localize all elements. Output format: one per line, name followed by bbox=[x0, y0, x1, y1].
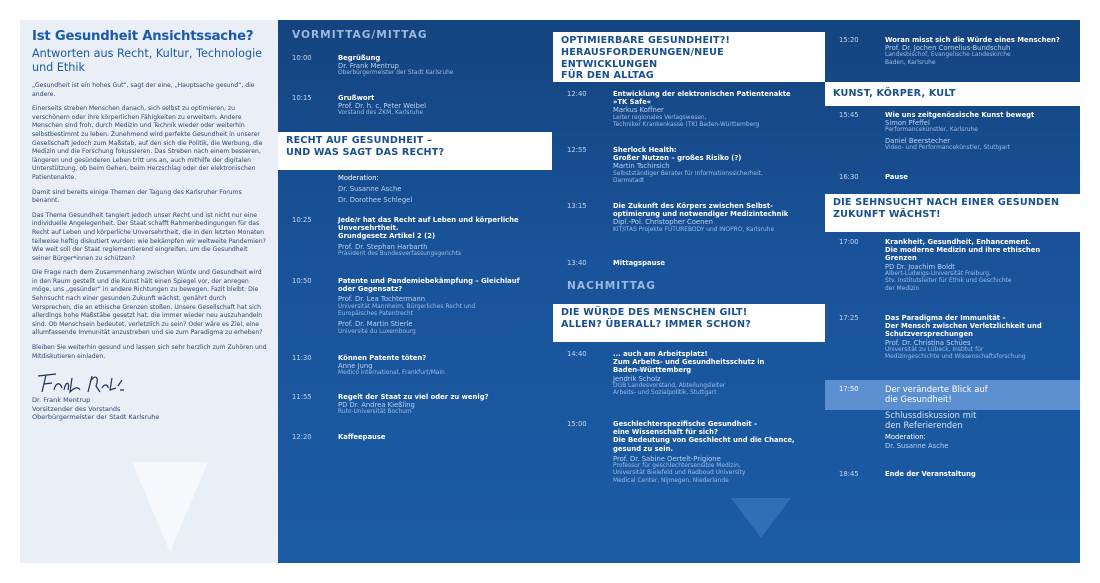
agenda-affiliation: Stv. Institutsleiter für Ethik und Geschichte bbox=[885, 278, 1012, 285]
decorative-triangle bbox=[132, 462, 208, 552]
agenda-title: oder Gegensatz? bbox=[338, 285, 403, 294]
intro-paragraph: Die Frage nach dem Zusammenhang zwischen Würde und Gesundheit wird in den Raum gestellt und die Kunst hält einen Spiegel vor, der anregen möge, uns „gesünder“ in andere Richtungen zu bewegen. Fazit bleibt: Die Sehnsucht nach einer gesunden Zukunft wächst, genährt durch Versprechen, die an ethische Grenzen stoßen. Unsere Gesellschaft hat sich allerdings hohe Maßstäbe gesetzt hat, die immer wieder neu auszuhandeln sind. Ob Menschsein bedeutet, verletzlich zu sein? Oder wäre es Ziel, eine allumfassende Immunität anzustreben und sie zum Paradigma zu erheben? bbox=[32, 269, 263, 337]
agenda-time: 15:45 bbox=[839, 111, 859, 119]
session-banner-line: ALLEN? ÜBERALL? IMMER SCHON? bbox=[561, 318, 752, 330]
session-banner-line: RECHT AUF GESUNDHEIT – bbox=[286, 135, 433, 146]
agenda-title: Patente und Pandemiebekämpfung – Gleichlauf bbox=[338, 277, 520, 285]
agenda-affiliation: Vorstand des ZKM, Karlsruhe bbox=[338, 110, 423, 117]
intro-subtitle: Antworten aus Recht, Kultur, Technologie und Ethik bbox=[32, 47, 263, 74]
agenda-title: eine Wissenschaft für sich? bbox=[613, 428, 718, 437]
agenda-title: Regelt der Staat zu viel oder zu wenig? bbox=[338, 393, 489, 401]
agenda-title: Grußwort bbox=[338, 94, 375, 102]
agenda-time: 15:20 bbox=[839, 36, 859, 44]
agenda-title: Ende der Veranstaltung bbox=[885, 470, 976, 478]
agenda-title: Entwicklung der elektronischen Patientenakte bbox=[613, 90, 791, 98]
agenda-title: Sherlock Health: bbox=[613, 146, 677, 154]
session-banner-line: FÜR DEN ALLTAG bbox=[561, 70, 654, 82]
signature-image bbox=[34, 370, 144, 396]
agenda-affiliation: Professur für geschlechtersensible Medizin, bbox=[613, 463, 741, 470]
agenda-speaker: Dr. Frank Mentrup bbox=[338, 62, 399, 71]
agenda-speaker: Martin Tschirsich bbox=[613, 162, 670, 171]
agenda-title: Die Zukunft des Körpers zwischen Selbst- bbox=[613, 202, 773, 210]
agenda-title: Der Mensch zwischen Verletzlichkeit und bbox=[885, 322, 1042, 331]
agenda-time: 10:15 bbox=[292, 94, 312, 102]
agenda-affiliation: Video- und Performancekünstler, Stuttgart bbox=[885, 145, 1011, 152]
moderator-name: Dr. Susanne Asche bbox=[338, 185, 402, 194]
intro-paragraph: Das Thema Gesundheit tangiert jedoch unser Recht und ist nicht nur eine individuelle Angelegenheit. Der Staat schafft Rahmenbedingungen für das Recht auf Leben und körperliche Unversehrtheit, die in den letzten Monaten teilweise heftig diskutiert wurden: wie bekämpfen wir weltweite Pandemien? Wie weit soll der Staat reglementierend eingreifen, um die Gesundheit seiner Bürger*innen zu schützen? bbox=[32, 211, 266, 262]
decorative-triangle bbox=[731, 498, 791, 538]
session-banner-line: UND WAS SAGT DAS RECHT? bbox=[286, 146, 445, 158]
agenda-affiliation: Universität Mannheim, Bürgerliches Recht und bbox=[338, 303, 476, 310]
section-heading: VORMITTAG/MITTAG bbox=[292, 29, 428, 41]
signer-role: Oberbürgermeister der Stadt Karlsruhe bbox=[32, 413, 160, 422]
agenda-title: Die moderne Medizin und ihre ethischen bbox=[885, 246, 1041, 255]
agenda-time: 12:55 bbox=[567, 146, 587, 154]
agenda-title: Woran misst sich die Würde eines Menschen? bbox=[885, 36, 1060, 44]
agenda-affiliation: Universität Bielefeld und Radboud University bbox=[613, 470, 746, 477]
agenda-affiliation: Selbstständiger Berater für Informationssicherheit, bbox=[613, 170, 763, 177]
agenda-affiliation: Landesbischof, Evangelische Landeskirche bbox=[885, 52, 1011, 59]
agenda-time: 17:00 bbox=[839, 238, 859, 246]
session-banner-line: HERAUSFORDERUNGEN/NEUE ENTWICKLUNGEN bbox=[561, 46, 724, 70]
agenda-speaker: PD Dr. Andrea Kießling bbox=[338, 401, 415, 410]
agenda-affiliation: Techniker Krankenkasse (TK) Baden-Württemberg bbox=[613, 122, 760, 129]
agenda-time: 10:25 bbox=[292, 216, 312, 224]
agenda-affiliation: Ruhr-Universität Bochum bbox=[338, 409, 412, 416]
moderation-label: Moderation: bbox=[885, 433, 926, 442]
agenda-affiliation: KIT/ITAS Projekte FUTUREBODY und INOPRO, Karlsruhe bbox=[613, 226, 775, 233]
agenda-time: 18:45 bbox=[839, 470, 859, 478]
agenda-speaker: Prof. Dr. Christina Schües bbox=[885, 338, 971, 347]
session-banner bbox=[553, 304, 825, 342]
intro-paragraph: Damit sind bereits einige Themen der Tagung des Karlsruher Forums benannt. bbox=[32, 188, 242, 205]
agenda-affiliation: Oberbürgermeister der Stadt Karlsruhe bbox=[338, 70, 454, 77]
agenda-time: 12:40 bbox=[567, 90, 587, 98]
agenda-title: Wie uns zeitgenössische Kunst bewegt bbox=[885, 111, 1035, 119]
agenda-affiliation: Präsident des Bundesverfassungsgerichts bbox=[338, 250, 462, 257]
moderator-name: Dr. Dorothee Schlegel bbox=[338, 196, 413, 205]
agenda-speaker: Prof. Dr. h. c. Peter Weibel bbox=[338, 102, 427, 111]
section-heading: NACHMITTAG bbox=[567, 280, 656, 292]
agenda-title: Der veränderte Blick auf bbox=[885, 384, 988, 394]
agenda-time: 13:15 bbox=[567, 202, 587, 210]
agenda-title: Das Paradigma der Immunität – bbox=[885, 314, 1006, 322]
intro-paragraph: Einerseits streben Menschen danach, sich selbst zu optimieren, zu verschönern oder ihre körperlichen Fähigkeiten zu erweitern. Andere Menschen sind froh, durch Medizin und Technik wieder oder weiterhin selbstbestimmt zu leben. Zunehmend wird perfekte Gesundheit in unserer Gesellschaft jedoch zum Maßstab, auf den sich die Politik, die Werbung, die Medizin und die Forschung fokussieren. Das Streben nach einem besseren, längeren und gesünderen Leben tritt uns an, auch mithilfe der digitalen Unterstützung, ob beim Gehen, beim Herzschlag oder der elektronischen Patientenakte. bbox=[32, 105, 263, 181]
agenda-affiliation: Universität zu Lübeck, Institut für bbox=[885, 346, 984, 353]
session-banner bbox=[278, 132, 552, 170]
agenda-affiliation: Darmstadt bbox=[613, 178, 645, 185]
agenda-speaker: Daniel Beerstecher bbox=[885, 136, 951, 145]
agenda-speaker: Prof. Dr. Jochen Cornelius-Bundschuh bbox=[885, 44, 1011, 53]
agenda-affiliation: Leiter regionales Verlagswesen, bbox=[613, 114, 707, 121]
agenda-time: 11:30 bbox=[292, 354, 312, 362]
agenda-title: ... auch am Arbeitsplatz! bbox=[613, 350, 708, 358]
agenda-affiliation: Europäisches Patentrecht bbox=[338, 311, 414, 318]
agenda-title: Grundgesetz Artikel 2 (2) bbox=[338, 232, 436, 241]
agenda-affiliation: Baden, Karlsruhe bbox=[885, 59, 936, 66]
agenda-time: 10:00 bbox=[292, 54, 312, 62]
agenda-time: 12:20 bbox=[292, 433, 312, 441]
agenda-time: 17:25 bbox=[839, 314, 859, 322]
agenda-affiliation: Medical Center, Nijmegen, Niederlande bbox=[613, 477, 729, 484]
agenda-time: 17:50 bbox=[839, 385, 859, 393]
agenda-speaker: Dipl.-Pol. Christopher Coenen bbox=[613, 218, 713, 227]
agenda-title: gesund zu sein. bbox=[613, 444, 673, 453]
agenda-speaker: Prof. Dr. Stephan Harbarth bbox=[338, 242, 428, 251]
agenda-title: Baden-Württemberg bbox=[613, 366, 692, 375]
agenda-affiliation: Medico international, Frankfurt/Main bbox=[338, 370, 445, 377]
agenda-title: Können Patente töten? bbox=[338, 354, 427, 362]
agenda-title: Krankheit, Gesundheit, Enhancement. bbox=[885, 238, 1032, 246]
program-panel bbox=[278, 20, 1080, 563]
agenda-affiliation: Albert-Ludwigs-Universität Freiburg, bbox=[885, 270, 991, 277]
agenda-speaker: Prof. Dr. Lea Tochtermann bbox=[338, 295, 426, 304]
agenda-time: 14:40 bbox=[567, 350, 587, 358]
session-banner-line: OPTIMIERBARE GESUNDHEIT?! bbox=[561, 35, 731, 46]
session-banner bbox=[553, 32, 825, 82]
agenda-title: die Gesundheit! bbox=[885, 393, 952, 404]
agenda-title: Geschlechterspezifische Gesundheit – bbox=[613, 420, 758, 428]
agenda-title: Jede/r hat das Recht auf Leben und körperliche bbox=[338, 216, 519, 224]
agenda-affiliation: Performancekünstler, Karlsruhe bbox=[885, 127, 978, 134]
agenda-speaker: PD Dr. Joachim Boldt bbox=[885, 262, 955, 271]
agenda-time: 16:30 bbox=[839, 173, 859, 181]
agenda-affiliation: Arbeits- und Sozialpolitik, Stuttgart bbox=[613, 390, 717, 397]
agenda-speaker: Prof. Dr. Sabine Oertelt-Prigione bbox=[613, 454, 721, 463]
agenda-subtitle: den Referierenden bbox=[885, 419, 963, 430]
agenda-affiliation: Medizingeschichte und Wissenschaftsforschung bbox=[885, 354, 1026, 361]
intro-panel bbox=[20, 20, 278, 563]
agenda-title: Großer Nutzen – großes Risiko (?) bbox=[613, 154, 742, 163]
signature bbox=[32, 370, 267, 396]
agenda-time: 10:50 bbox=[292, 277, 312, 285]
session-banner-line: DIE WÜRDE DES MENSCHEN GILT! bbox=[561, 307, 748, 318]
session-banner-line: DIE SEHNSUCHT NACH EINER GESUNDEN bbox=[833, 197, 1060, 208]
session-banner: KUNST, KÖRPER, KULT bbox=[825, 82, 1080, 106]
session-banner bbox=[825, 194, 1080, 232]
session-banner-line: ZUKUNFT WÄCHST! bbox=[833, 208, 941, 220]
agenda-time: 11:55 bbox=[292, 393, 312, 401]
agenda-title: optimierung und notwendiger Medizintechnik bbox=[613, 210, 789, 219]
agenda-title: Die Bedeutung von Geschlecht und die Chance, bbox=[613, 436, 795, 445]
agenda-speaker: Prof. Dr. Martin Stierle bbox=[338, 320, 413, 329]
moderator-name: Dr. Susanne Asche bbox=[885, 441, 949, 450]
agenda-title: Begrüßung bbox=[338, 54, 381, 62]
agenda-subtitle: Schlussdiskussion mit bbox=[885, 410, 977, 421]
agenda-title: Zum Arbeits- und Gesundheitsschutz in bbox=[613, 358, 765, 367]
agenda-affiliation: DGB Landesvorstand, Abteilungsleiter bbox=[613, 382, 726, 389]
signer-role: Vorsitzender des Vorstands bbox=[32, 404, 121, 413]
agenda-affiliation: Université du Luxembourg bbox=[338, 328, 416, 335]
intro-title: Ist Gesundheit Ansichtssache? bbox=[32, 29, 254, 44]
agenda-title: Pause bbox=[885, 173, 908, 181]
agenda-speaker: Markus Koffner bbox=[613, 106, 664, 115]
agenda-affiliation: der Medizin bbox=[885, 285, 920, 292]
intro-paragraph: „Gesundheit ist ein hohes Gut“, sagt der eine, „Hauptsache gesund“, die andere. bbox=[32, 82, 255, 98]
agenda-title: Unversehrtheit. bbox=[338, 224, 399, 233]
signer-name: Dr. Frank Mentrup bbox=[32, 396, 91, 405]
agenda-title: Kaffeepause bbox=[338, 433, 386, 441]
agenda-title: Schutzversprechungen bbox=[885, 330, 973, 339]
agenda-title: Grenzen bbox=[885, 254, 917, 263]
intro-paragraph: Bleiben Sie weiterhin gesund und lassen sich sehr herzlich zum Zuhören und Mitdiskutieren einladen. bbox=[32, 344, 267, 360]
agenda-title: Mittagspause bbox=[613, 259, 666, 267]
agenda-time: 15:00 bbox=[567, 420, 587, 428]
agenda-time: 13:40 bbox=[567, 259, 587, 267]
agenda-speaker: Anne Jung bbox=[338, 362, 373, 371]
agenda-title: »TK Safe« bbox=[613, 98, 652, 107]
moderation-label: Moderation: bbox=[338, 174, 379, 182]
agenda-speaker: Jendrik Scholz bbox=[613, 374, 661, 383]
agenda-speaker: Simon Pfeffel bbox=[885, 119, 930, 128]
